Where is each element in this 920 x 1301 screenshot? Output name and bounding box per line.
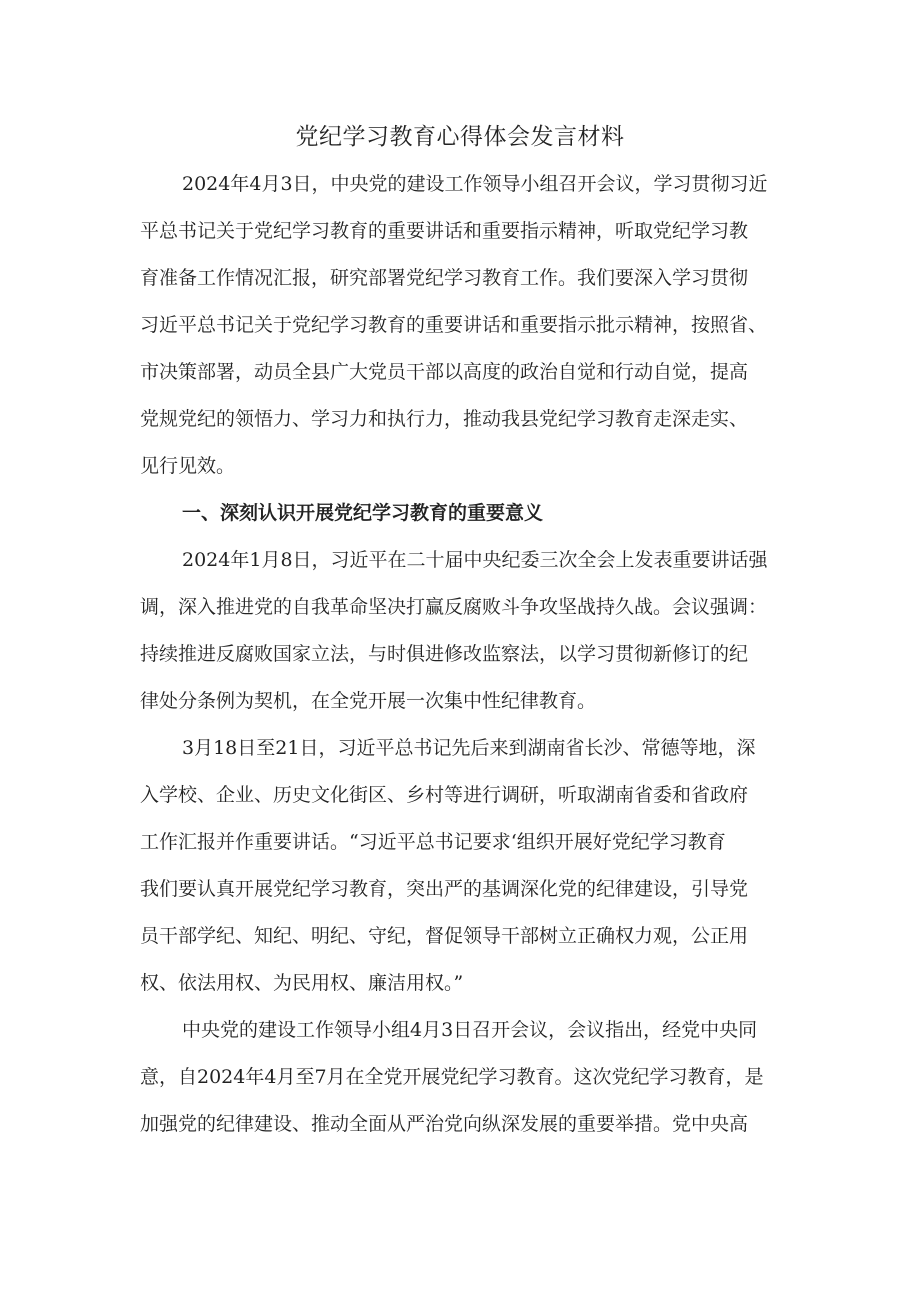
paragraph-line: 权、依法用权、为民用权、廉洁用权。” <box>140 972 464 994</box>
section-paragraph-2 <box>140 725 800 1007</box>
paragraph-line: 习近平总书记关于党纪学习教育的重要讲话和重要指示批示精神，按照省、 <box>140 314 768 336</box>
paragraph-line: 育准备工作情况汇报，研究部署党纪学习教育工作。我们要深入学习贯彻 <box>140 267 749 289</box>
paragraph-line: 平总书记关于党纪学习教育的重要讲话和重要指示精神，听取党纪学习教 <box>140 220 749 242</box>
section-heading: 一、深刻认识开展党纪学习教育的重要意义 <box>182 502 544 524</box>
paragraph-line: 我们要认真开展党纪学习教育，突出严的基调深化党的纪律建设，引导党 <box>140 878 749 900</box>
document-title: 党纪学习教育心得体会发言材料 <box>295 124 625 150</box>
paragraph-line: 中央党的建设工作领导小组4月3日召开会议，会议指出，经党中央同 <box>182 1019 758 1041</box>
paragraph-line: 入学校、企业、历史文化街区、乡村等进行调研，听取湖南省委和省政府 <box>140 784 749 806</box>
document-body <box>140 161 800 1148</box>
paragraph-line: 员干部学纪、知纪、明纪、守纪，督促领导干部树立正确权力观，公正用 <box>140 925 749 947</box>
paragraph-line: 见行见效。 <box>140 455 236 477</box>
section-paragraph-3 <box>140 1007 800 1148</box>
section-paragraph-1 <box>140 537 800 725</box>
paragraph-line: 2024年1月8日，习近平在二十届中央纪委三次全会上发表重要讲话强 <box>182 549 768 571</box>
intro-paragraph <box>140 161 800 490</box>
paragraph-line: 党规党纪的领悟力、学习力和执行力，推动我县党纪学习教育走深走实、 <box>140 408 749 430</box>
paragraph-line: 律处分条例为契机，在全党开展一次集中性纪律教育。 <box>140 690 597 712</box>
paragraph-line: 市决策部署，动员全县广大党员干部以高度的政治自觉和行动自觉，提高 <box>140 361 749 383</box>
paragraph-line: 调，深入推进党的自我革命坚决打赢反腐败斗争攻坚战持久战。会议强调： <box>140 596 768 618</box>
paragraph-line: 加强党的纪律建设、推动全面从严治党向纵深发展的重要举措。党中央高 <box>140 1113 749 1135</box>
paragraph-line: 2024年4月3日，中央党的建设工作领导小组召开会议，学习贯彻习近 <box>182 173 768 195</box>
paragraph-line: 3月18日至21日，习近平总书记先后来到湖南省长沙、常德等地，深 <box>182 737 756 759</box>
paragraph-line: 工作汇报并作重要讲话。“习近平总书记要求‘组织开展好党纪学习教育 <box>140 831 726 853</box>
paragraph-line: 持续推进反腐败国家立法，与时俱进修改监察法，以学习贯彻新修订的纪 <box>140 643 749 665</box>
paragraph-line: 意，自2024年4月至7月在全党开展党纪学习教育。这次党纪学习教育，是 <box>140 1066 764 1088</box>
